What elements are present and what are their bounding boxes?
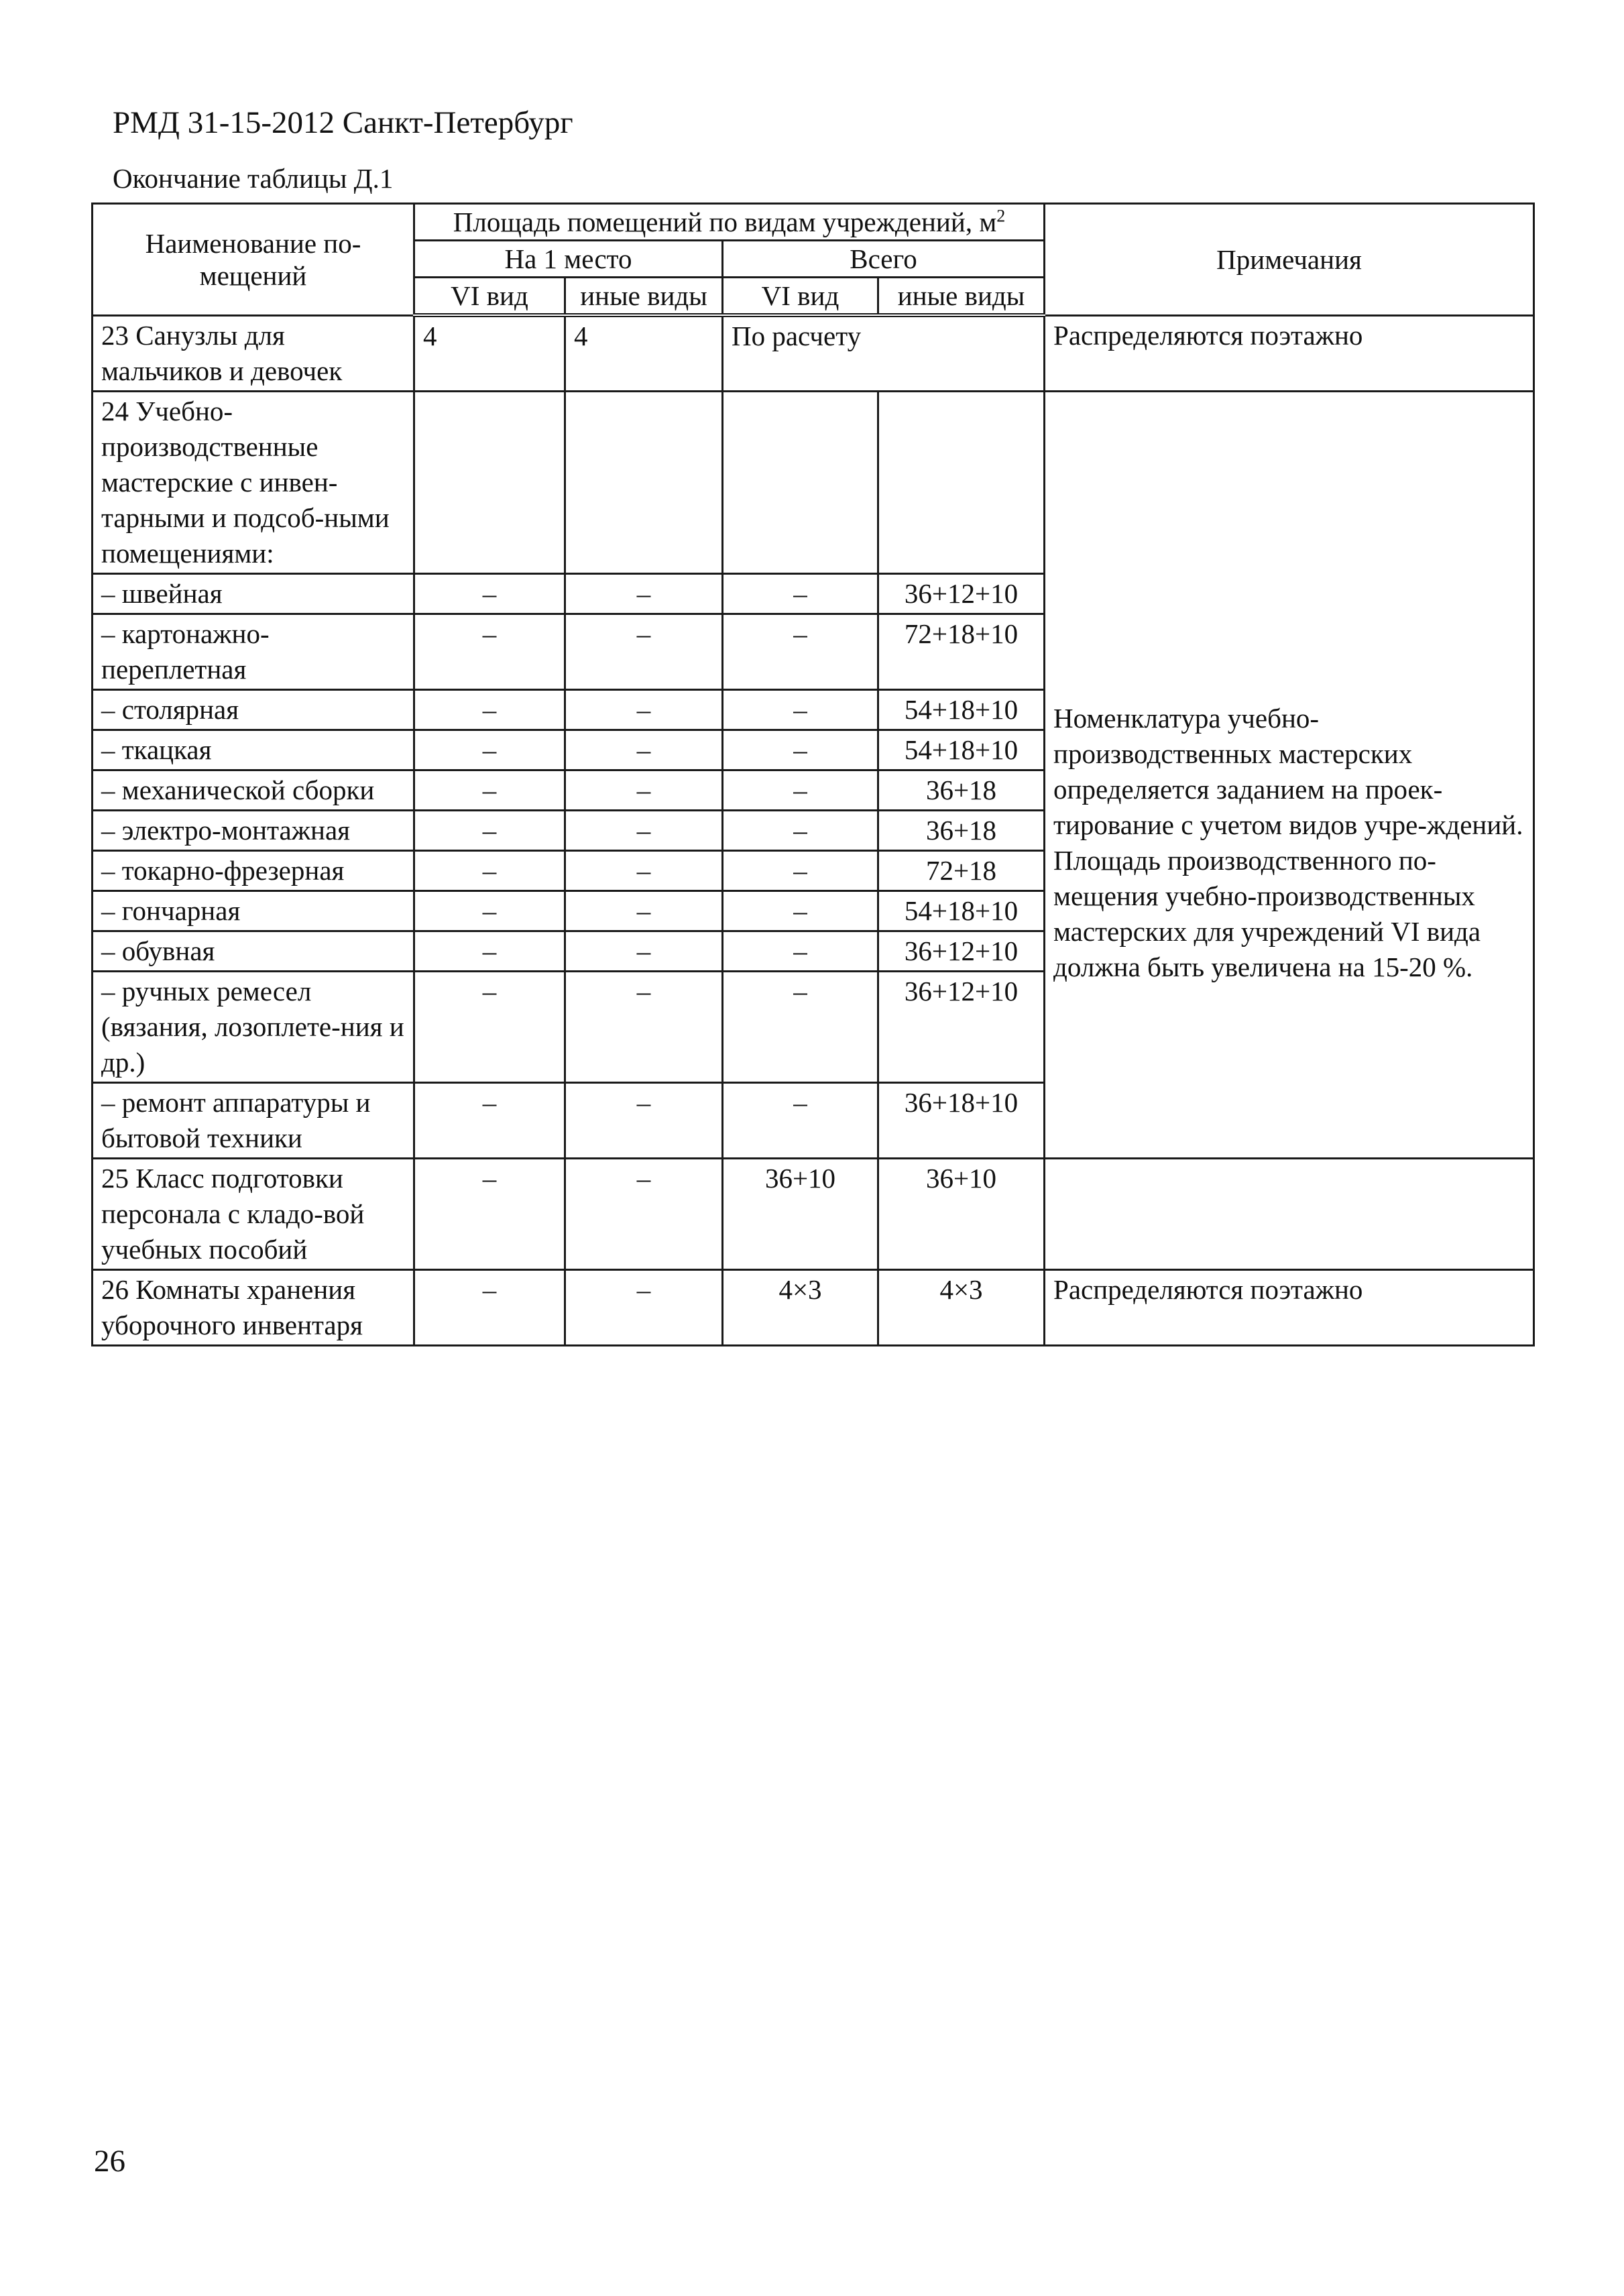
cell-total-combined: По расчету bbox=[723, 315, 1045, 391]
cell-per-place-vi: 4 bbox=[414, 315, 565, 391]
cell-total-vi: – bbox=[723, 931, 878, 971]
cell-per-place-other: – bbox=[565, 573, 723, 614]
cell-per-place-vi: – bbox=[414, 810, 565, 850]
header-per-place: На 1 место bbox=[414, 241, 723, 278]
cell-total-other: 36+18 bbox=[878, 770, 1045, 810]
cell-total-other: 72+18+10 bbox=[878, 614, 1045, 689]
cell-per-place-other: – bbox=[565, 850, 723, 891]
cell-total-other: 54+18+10 bbox=[878, 891, 1045, 931]
cell-per-place-vi: – bbox=[414, 1158, 565, 1269]
cell-total-other: 36+18 bbox=[878, 810, 1045, 850]
cell-total-other: 4×3 bbox=[878, 1269, 1045, 1345]
table-row bbox=[93, 315, 1534, 391]
cell-total-other: 36+18+10 bbox=[878, 1082, 1045, 1158]
cell-total-vi: 4×3 bbox=[723, 1269, 878, 1345]
row-name: – ткацкая bbox=[93, 730, 414, 770]
cell-per-place-other: – bbox=[565, 689, 723, 730]
cell-per-place-other: – bbox=[565, 1269, 723, 1345]
cell-per-place-vi: – bbox=[414, 971, 565, 1082]
row-name: – ручных ремесел (вязания, лозоплете-ния и др.) bbox=[93, 971, 414, 1082]
cell-per-place-vi bbox=[414, 391, 565, 573]
cell-total-vi bbox=[723, 391, 878, 573]
cell-per-place-other: – bbox=[565, 931, 723, 971]
cell-per-place-vi: – bbox=[414, 689, 565, 730]
header-area bbox=[414, 204, 1045, 241]
cell-per-place-other: – bbox=[565, 730, 723, 770]
cell-per-place-vi: – bbox=[414, 931, 565, 971]
cell-total-other: 36+12+10 bbox=[878, 971, 1045, 1082]
row-name: – обувная bbox=[93, 931, 414, 971]
cell-total-vi: – bbox=[723, 971, 878, 1082]
cell-per-place-vi: – bbox=[414, 573, 565, 614]
header-name bbox=[93, 204, 414, 316]
row-name: 24 Учебно-производственные мастерские с инвен-тарными и подсоб-ными помещениями: bbox=[93, 391, 414, 573]
header-per-place-other: иные виды bbox=[565, 278, 723, 316]
cell-total-other: 36+12+10 bbox=[878, 931, 1045, 971]
cell-per-place-vi: – bbox=[414, 770, 565, 810]
page-number: 26 bbox=[94, 2144, 125, 2179]
row-name: – швейная bbox=[93, 573, 414, 614]
cell-per-place-vi: – bbox=[414, 614, 565, 689]
cell-per-place-other: – bbox=[565, 1158, 723, 1269]
row-note bbox=[1045, 1158, 1534, 1269]
header-name-text: Наименование по-мещений bbox=[145, 227, 361, 291]
row-name: 23 Санузлы для мальчиков и девочек bbox=[93, 315, 414, 391]
table-row bbox=[93, 1269, 1534, 1345]
cell-total-vi: – bbox=[723, 891, 878, 931]
cell-total-other: 36+10 bbox=[878, 1158, 1045, 1269]
cell-per-place-vi: – bbox=[414, 730, 565, 770]
row-name: – столярная bbox=[93, 689, 414, 730]
cell-per-place-vi: – bbox=[414, 891, 565, 931]
header-area-text: Площадь помещений по видам учреждений, м bbox=[453, 207, 997, 237]
cell-per-place-vi: – bbox=[414, 850, 565, 891]
row-name: 26 Комнаты хранения уборочного инвентаря bbox=[93, 1269, 414, 1345]
table-row bbox=[93, 1158, 1534, 1269]
table-row bbox=[93, 391, 1534, 573]
row-note: Распределяются поэтажно bbox=[1045, 1269, 1534, 1345]
cell-total-other: 72+18 bbox=[878, 850, 1045, 891]
header-total-other: иные виды bbox=[878, 278, 1045, 316]
row-name: 25 Класс подготовки персонала с кладо-вой учебных пособий bbox=[93, 1158, 414, 1269]
row-name: – электро-монтажная bbox=[93, 810, 414, 850]
row-name: – картонажно-переплетная bbox=[93, 614, 414, 689]
cell-per-place-vi: – bbox=[414, 1269, 565, 1345]
cell-total-other: 36+12+10 bbox=[878, 573, 1045, 614]
cell-per-place-other: – bbox=[565, 1082, 723, 1158]
cell-per-place-vi: – bbox=[414, 1082, 565, 1158]
cell-total-vi: – bbox=[723, 810, 878, 850]
premises-area-table bbox=[91, 203, 1535, 1346]
header-total: Всего bbox=[723, 241, 1045, 278]
workshop-note-text: Номенклатура учебно-производственных мастерских определяется заданием на проек-тирование с учетом видов учре-ждений. Площадь производственного по-мещения учебно-производственных мастерских для учреждений VI вида должна быть увеличена на 15-20 %. bbox=[1053, 702, 1523, 982]
cell-total-vi: – bbox=[723, 689, 878, 730]
workshop-note bbox=[1045, 391, 1534, 1158]
row-name: – ремонт аппаратуры и бытовой техники bbox=[93, 1082, 414, 1158]
cell-total-vi: – bbox=[723, 770, 878, 810]
header-per-place-vi: VI вид bbox=[414, 278, 565, 316]
cell-total-vi: – bbox=[723, 573, 878, 614]
cell-per-place-other: – bbox=[565, 614, 723, 689]
cell-total-vi: – bbox=[723, 614, 878, 689]
cell-per-place-other: – bbox=[565, 810, 723, 850]
cell-total-vi: – bbox=[723, 850, 878, 891]
cell-per-place-other bbox=[565, 391, 723, 573]
header-area-unit-sup: 2 bbox=[996, 206, 1006, 226]
table-caption: Окончание таблицы Д.1 bbox=[113, 163, 394, 194]
cell-per-place-other: – bbox=[565, 770, 723, 810]
cell-total-vi: – bbox=[723, 1082, 878, 1158]
cell-total-other bbox=[878, 391, 1045, 573]
cell-total-other: 54+18+10 bbox=[878, 689, 1045, 730]
cell-per-place-other: – bbox=[565, 891, 723, 931]
cell-total-other: 54+18+10 bbox=[878, 730, 1045, 770]
header-total-vi: VI вид bbox=[723, 278, 878, 316]
header-notes-text: Примечания bbox=[1216, 243, 1362, 275]
document-header: РМД 31-15-2012 Санкт-Петербург bbox=[113, 105, 573, 140]
cell-total-vi: 36+10 bbox=[723, 1158, 878, 1269]
cell-per-place-other: 4 bbox=[565, 315, 723, 391]
row-name: – токарно-фрезерная bbox=[93, 850, 414, 891]
cell-total-vi: – bbox=[723, 730, 878, 770]
row-name: – механической сборки bbox=[93, 770, 414, 810]
header-notes bbox=[1045, 204, 1534, 316]
row-name: – гончарная bbox=[93, 891, 414, 931]
row-note: Распределяются поэтажно bbox=[1045, 315, 1534, 391]
cell-per-place-other: – bbox=[565, 971, 723, 1082]
